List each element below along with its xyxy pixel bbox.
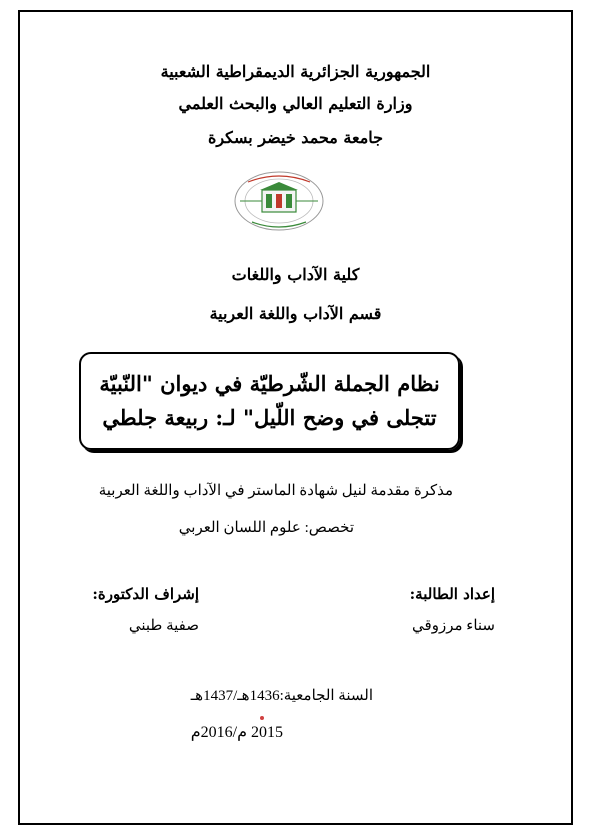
thesis-title-box [79, 352, 460, 450]
thesis-purpose: مذكرة مقدمة لنيل شهادة الماستر في الآداب واللغة العربية [98, 483, 453, 499]
thesis-title-line-1: نظام الجملة الشّرطيّة في ديوان "النّبيّة [99, 371, 440, 396]
college-name: كلية الآداب واللغات [231, 265, 360, 284]
university-name: جامعة محمد خيضر بسكرة [207, 128, 384, 147]
student-label: إعداد الطالبة: [409, 585, 495, 603]
supervisor-name: صفية طبني [128, 618, 199, 634]
republic-name: الجمهورية الجزائرية الديمقراطية الشعبية [160, 62, 431, 81]
academic-year-gregorian: 2015 م/2016م [190, 724, 283, 741]
decorative-dot [260, 716, 264, 720]
student-name: سناء مرزوقي [412, 618, 495, 634]
department-name: قسم الآداب واللغة العربية [209, 304, 382, 323]
thesis-title-line-2: تتجلى في وضح اللّيل" لـ: ربيعة جلطي [102, 405, 437, 430]
supervisor-label: إشراف الدكتورة: [92, 585, 199, 603]
university-seal-icon [232, 168, 326, 232]
academic-year-hijri: السنة الجامعية:1436هـ/1437هـ [190, 688, 373, 704]
specialty: تخصص: علوم اللسان العربي [178, 520, 354, 536]
ministry-name: وزارة التعليم العالي والبحث العلمي [178, 94, 413, 113]
